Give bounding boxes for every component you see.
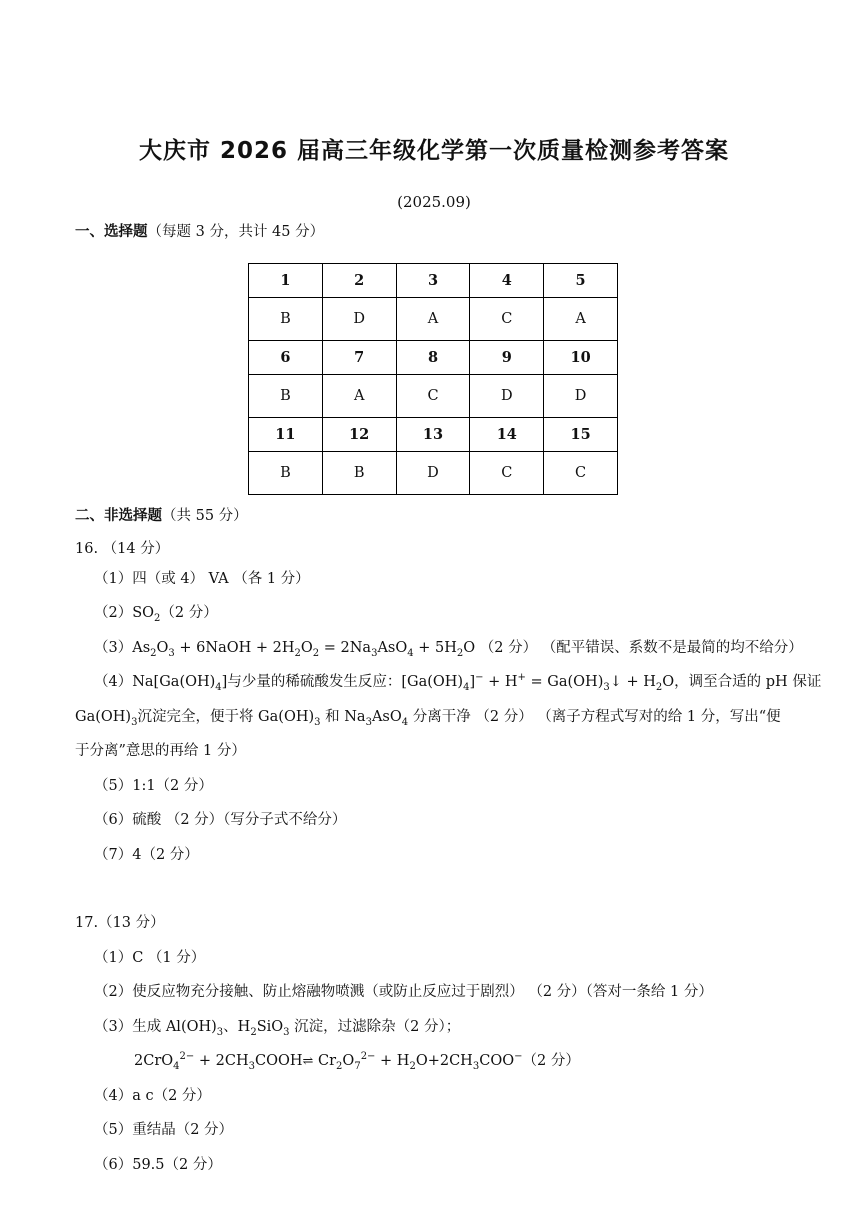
question-number-cell: 2 bbox=[322, 264, 396, 298]
question-number-cell: 13 bbox=[396, 418, 470, 452]
question-number-cell: 12 bbox=[322, 418, 396, 452]
answer-cell: D bbox=[396, 452, 470, 495]
answer-cell: A bbox=[544, 298, 618, 341]
question-number-cell: 10 bbox=[544, 341, 618, 375]
q16-answer-4-line2: $Ga(OH)_3$沉淀完全，便于将 $Ga(OH)_3$ 和 $Na_3AsO_4$ 分离干净 （2 分） （离子方程式写对的给 1 分，写出“便 bbox=[75, 709, 781, 728]
answer-cell: C bbox=[470, 452, 544, 495]
question-number-cell: 4 bbox=[470, 264, 544, 298]
question-number-cell: 11 bbox=[249, 418, 323, 452]
answer-cell: C bbox=[544, 452, 618, 495]
answer-cell: B bbox=[322, 452, 396, 495]
q17-equation: $2CrO_4^{2-} + 2CH_3COOH\rightleftharpoons$ $Cr_2O_7^{2-} + H_2O+2CH_3COO^-(2$ 分） bbox=[134, 1051, 580, 1072]
q17-answer-2: （2）使反应物充分接触、防止熔融物喷溅（或防止反应过于剧烈） （2 分）（答对一条给 1 分） bbox=[94, 984, 713, 1000]
table-row-numbers bbox=[249, 341, 618, 375]
answer-cell: C bbox=[470, 298, 544, 341]
q16-answer-6: （6）硫酸 （2 分）（写分子式不给分） bbox=[94, 812, 347, 828]
exam-date: (2025.09) bbox=[397, 193, 471, 211]
q17-answer-1: （1）C （1 分） bbox=[94, 950, 206, 966]
q17-answer-6: （6）59.5（2 分） bbox=[94, 1157, 222, 1173]
table-row-answers bbox=[249, 452, 618, 495]
question-number-cell: 5 bbox=[544, 264, 618, 298]
question-number-cell: 1 bbox=[249, 264, 323, 298]
q16-answer-1: （1）四（或 4） VA （各 1 分） bbox=[94, 571, 310, 587]
question-number-cell: 8 bbox=[396, 341, 470, 375]
section-title: 一、选择题 bbox=[75, 224, 148, 240]
section-heading-nonchoice bbox=[75, 504, 248, 525]
question-16-heading: 16. （14 分） bbox=[75, 541, 170, 557]
q16-answer-2: $(2)SO_2(2$ 分） bbox=[94, 605, 218, 624]
table-row-answers bbox=[249, 298, 618, 341]
question-number-cell: 7 bbox=[322, 341, 396, 375]
answer-cell: A bbox=[396, 298, 470, 341]
answer-cell: D bbox=[322, 298, 396, 341]
answer-cell: D bbox=[470, 375, 544, 418]
table-row-answers bbox=[249, 375, 618, 418]
q17-answer-4: （4）a c（2 分） bbox=[94, 1088, 211, 1104]
q16-answer-4-line3: 于分离”意思的再给 1 分） bbox=[75, 743, 246, 759]
q16-answer-5: （5）1:1（2 分） bbox=[94, 778, 213, 794]
section-note: （共 55 分） bbox=[162, 508, 248, 524]
section-title: 二、非选择题 bbox=[75, 508, 162, 524]
question-17-heading: 17.（13 分） bbox=[75, 915, 165, 931]
q17-answer-5: （5）重结晶（2 分） bbox=[94, 1122, 234, 1138]
equilibrium-arrow-icon: ⇌ bbox=[302, 1054, 314, 1069]
q17-answer-3: （3）生成 $Al(OH)_3$、$H_2SiO_3$ 沉淀，过滤除杂（2 分）； bbox=[94, 1019, 461, 1038]
answer-cell: D bbox=[544, 375, 618, 418]
q16-answer-7: （7）4（2 分） bbox=[94, 847, 199, 863]
page-title: 大庆市 2026 届高三年级化学第一次质量检测参考答案 bbox=[138, 138, 730, 164]
table-row-numbers bbox=[249, 264, 618, 298]
answer-cell: B bbox=[249, 375, 323, 418]
question-number-cell: 3 bbox=[396, 264, 470, 298]
table-row-numbers bbox=[249, 418, 618, 452]
answer-cell: A bbox=[322, 375, 396, 418]
answer-cell: B bbox=[249, 298, 323, 341]
question-number-cell: 6 bbox=[249, 341, 323, 375]
section-heading-choice bbox=[75, 220, 324, 241]
q16-answer-3: $(3)As_2O_3$ + 6NaOH + $2H_2O_2 = 2Na_3AsO_4 + 5H_2O$ （2 分） （配平错误、系数不是最简的均不给分） bbox=[94, 640, 803, 659]
section-note: （每题 3 分，共计 45 分） bbox=[147, 224, 325, 240]
answer-table bbox=[248, 263, 618, 495]
question-number-cell: 15 bbox=[544, 418, 618, 452]
answer-cell: C bbox=[396, 375, 470, 418]
question-number-cell: 14 bbox=[470, 418, 544, 452]
question-number-cell: 9 bbox=[470, 341, 544, 375]
answer-cell: B bbox=[249, 452, 323, 495]
q16-answer-4-line1: $(4)Na[Ga(OH)_4]$与少量的稀硫酸发生反应：$[Ga(OH)_4]^- + H^+$ = $Ga(OH)_3↓ + H_2O$，调至合适的 pH 保证 bbox=[94, 672, 822, 693]
